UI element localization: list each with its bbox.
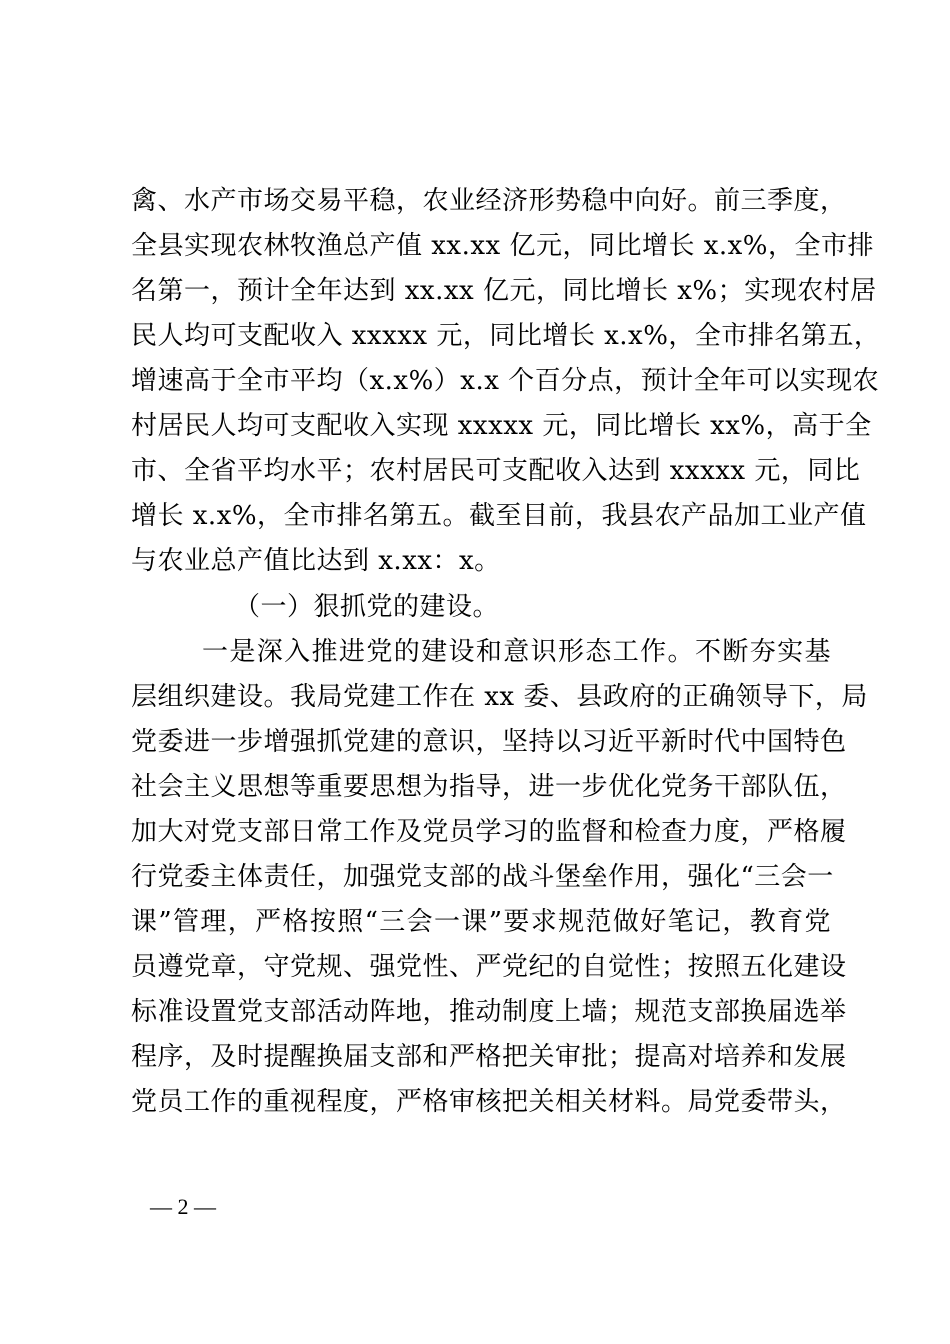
body-line: 全县实现农林牧渔总产值 xx.xx 亿元，同比增长 x.x%，全市排 bbox=[131, 231, 875, 261]
body-line: 标准设置党支部活动阵地，推动制度上墙；规范支部换届选举 bbox=[131, 997, 847, 1027]
body-line: 程序，及时提醒换届支部和严格把关审批；提高对培养和发展 bbox=[131, 1042, 847, 1072]
body-line: 行党委主体责任，加强党支部的战斗堡垒作用，强化“三会一 bbox=[131, 862, 834, 892]
body-line: 社会主义思想等重要思想为指导，进一步优化党务干部队伍， bbox=[131, 772, 847, 802]
body-line: 增长 x.x%，全市排名第五。截至目前，我县农产品加工业产值 bbox=[131, 501, 867, 531]
body-line: 名第一，预计全年达到 xx.xx 亿元，同比增长 x%；实现农村居 bbox=[131, 276, 877, 306]
body-line: 加大对党支部日常工作及党员学习的监督和检查力度，严格履 bbox=[131, 817, 847, 847]
body-line: 民人均可支配收入 xxxxx 元，同比增长 x.x%，全市排名第五， bbox=[131, 321, 881, 351]
body-line: 市、全省平均水平；农村居民可支配收入达到 xxxxx 元，同比 bbox=[131, 456, 861, 486]
body-line: 党员工作的重视程度，严格审核把关相关材料。局党委带头， bbox=[131, 1087, 847, 1117]
body-line: 层组织建设。我局党建工作在 xx 委、县政府的正确领导下，局 bbox=[131, 682, 868, 712]
paragraph-first-line: 一是深入推进党的建设和意识形态工作。不断夯实基 bbox=[202, 637, 831, 667]
body-line: 禽、水产市场交易平稳，农业经济形势稳中向好。前三季度， bbox=[131, 186, 847, 216]
body-line: 增速高于全市平均（x.x%）x.x 个百分点，预计全年可以实现农 bbox=[131, 366, 880, 396]
body-line: 课”管理，严格按照“三会一课”要求规范做好笔记，教育党 bbox=[131, 907, 831, 937]
body-line: 与农业总产值比达到 x.xx：x。 bbox=[131, 546, 501, 576]
page-number: — 2 — bbox=[150, 1194, 216, 1219]
body-line: 党委进一步增强抓党建的意识，坚持以习近平新时代中国特色 bbox=[131, 727, 847, 757]
body-line: 村居民人均可支配收入实现 xxxxx 元，同比增长 xx%，高于全 bbox=[131, 411, 872, 441]
section-heading: （一）狠抓党的建设。 bbox=[234, 592, 500, 622]
body-line: 员遵党章，守党规、强党性、严党纪的自觉性；按照五化建设 bbox=[131, 952, 847, 982]
